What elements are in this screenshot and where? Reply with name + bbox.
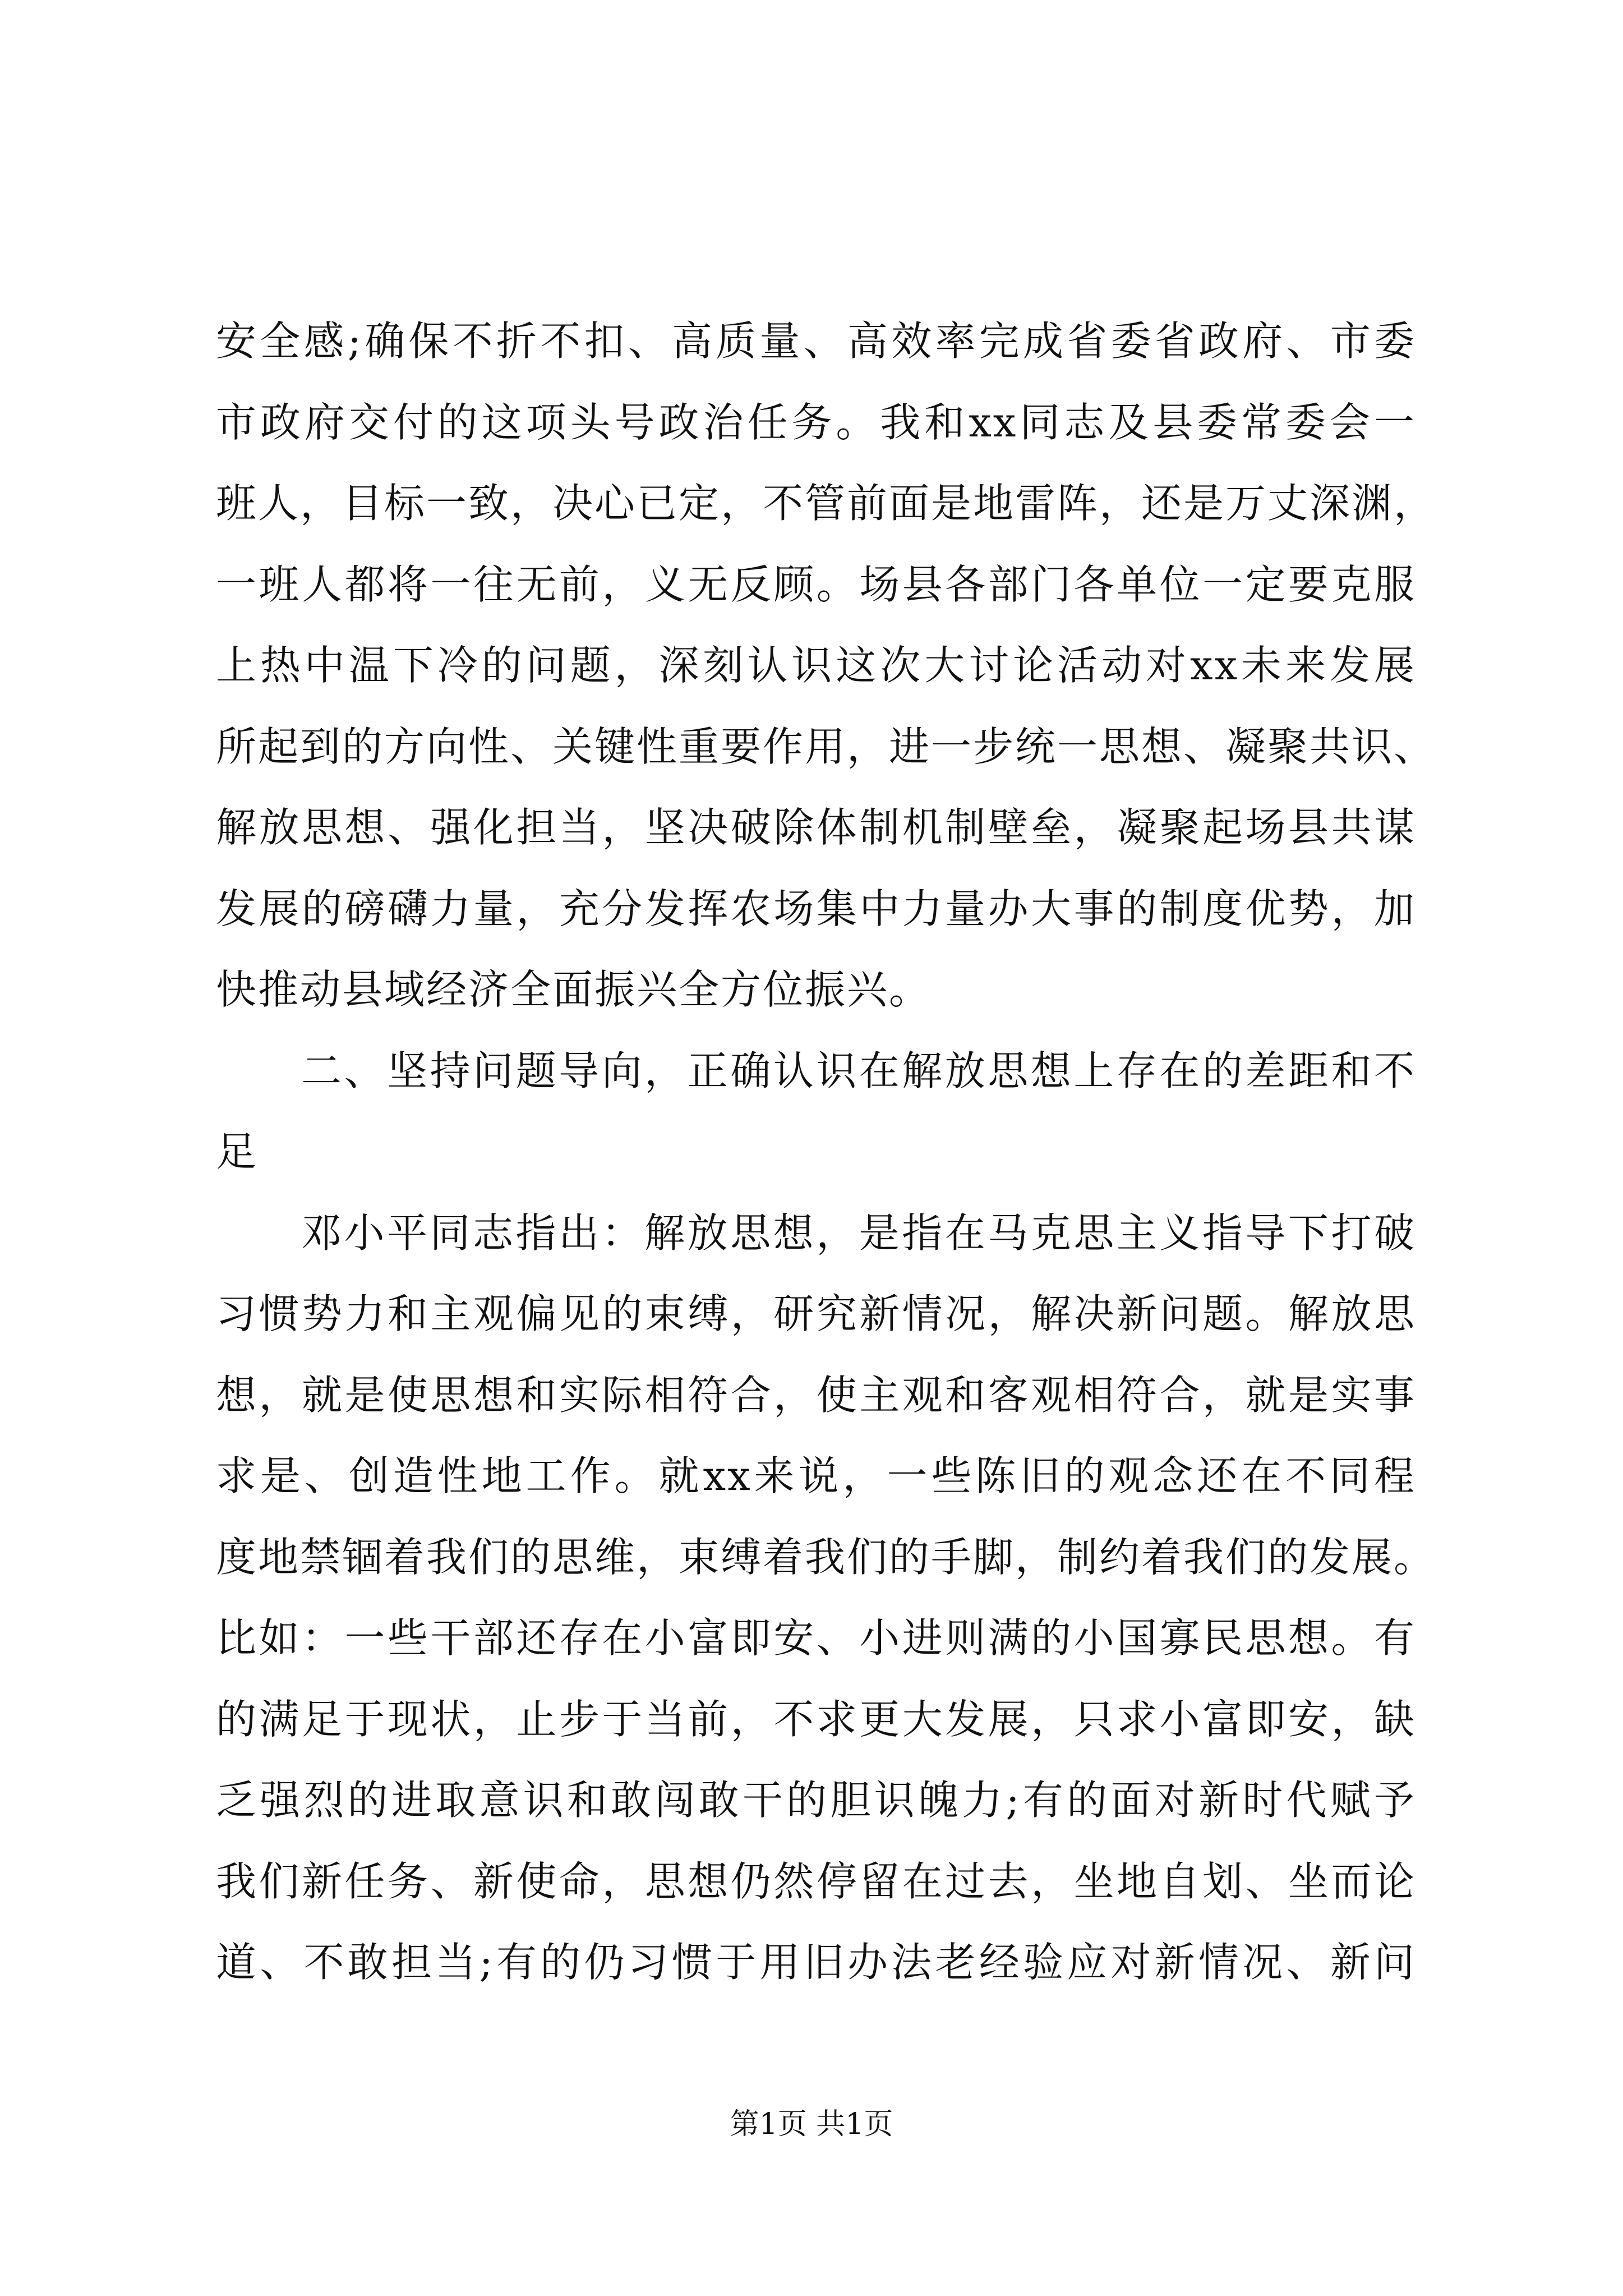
text-line: 市政府交付的这项头号政治任务。我和xx同志及县委常委会一 — [216, 398, 1416, 446]
page-footer — [0, 2105, 1623, 2144]
text-line: 发展的磅礴力量，充分发挥农场集中力量办大事的制度优势，加 — [216, 885, 1416, 932]
document-body — [216, 301, 1436, 2003]
text-line: 的满足于现状，止步于当前，不求更大发展，只求小富即安，缺 — [216, 1695, 1416, 1743]
section-heading-line: 二、坚持问题导向，正确认识在解放思想上存在的差距和不 — [301, 1047, 1416, 1094]
paragraph-start-line: 邓小平同志指出：解放思想，是指在马克思主义指导下打破 — [301, 1209, 1416, 1257]
page-number: 第1页 共1页 — [730, 2108, 893, 2141]
section-heading-end-line: 足 — [216, 1128, 259, 1175]
text-line: 班人，目标一致，决心已定，不管前面是地雷阵，还是万丈深渊， — [216, 480, 1436, 527]
text-line: 我们新任务、新使命，思想仍然停留在过去，坐地自划、坐而论 — [216, 1857, 1416, 1905]
text-line: 解放思想、强化担当，坚决破除体制机制壁垒，凝聚起场县共谋 — [216, 804, 1416, 851]
text-line: 度地禁锢着我们的思维，束缚着我们的手脚，制约着我们的发展。 — [216, 1533, 1436, 1581]
text-line: 想，就是使思想和实际相符合，使主观和客观相符合，就是实事 — [216, 1371, 1416, 1419]
text-line: 求是、创造性地工作。就xx来说，一些陈旧的观念还在不同程 — [216, 1452, 1416, 1499]
text-line: 习惯势力和主观偏见的束缚，研究新情况，解决新问题。解放思 — [216, 1290, 1416, 1337]
text-line: 安全感;确保不折不扣、高质量、高效率完成省委省政府、市委 — [216, 318, 1416, 365]
text-line: 乏强烈的进取意识和敢闯敢干的胆识魄力;有的面对新时代赋予 — [216, 1777, 1416, 1824]
text-line: 道、不敢担当;有的仍习惯于用旧办法老经验应对新情况、新问 — [216, 1939, 1416, 1986]
text-line: 所起到的方向性、关键性重要作用，进一步统一思想、凝聚共识、 — [216, 723, 1436, 770]
text-line: 一班人都将一往无前，义无反顾。场县各部门各单位一定要克服 — [216, 560, 1416, 608]
text-line: 比如：一些干部还存在小富即安、小进则满的小国寡民思想。有 — [216, 1614, 1416, 1662]
paragraph-end-line: 快推动县域经济全面振兴全方位振兴。 — [216, 966, 932, 1013]
text-line: 上热中温下冷的问题，深刻认识这次大讨论活动对xx未来发展 — [216, 642, 1416, 689]
